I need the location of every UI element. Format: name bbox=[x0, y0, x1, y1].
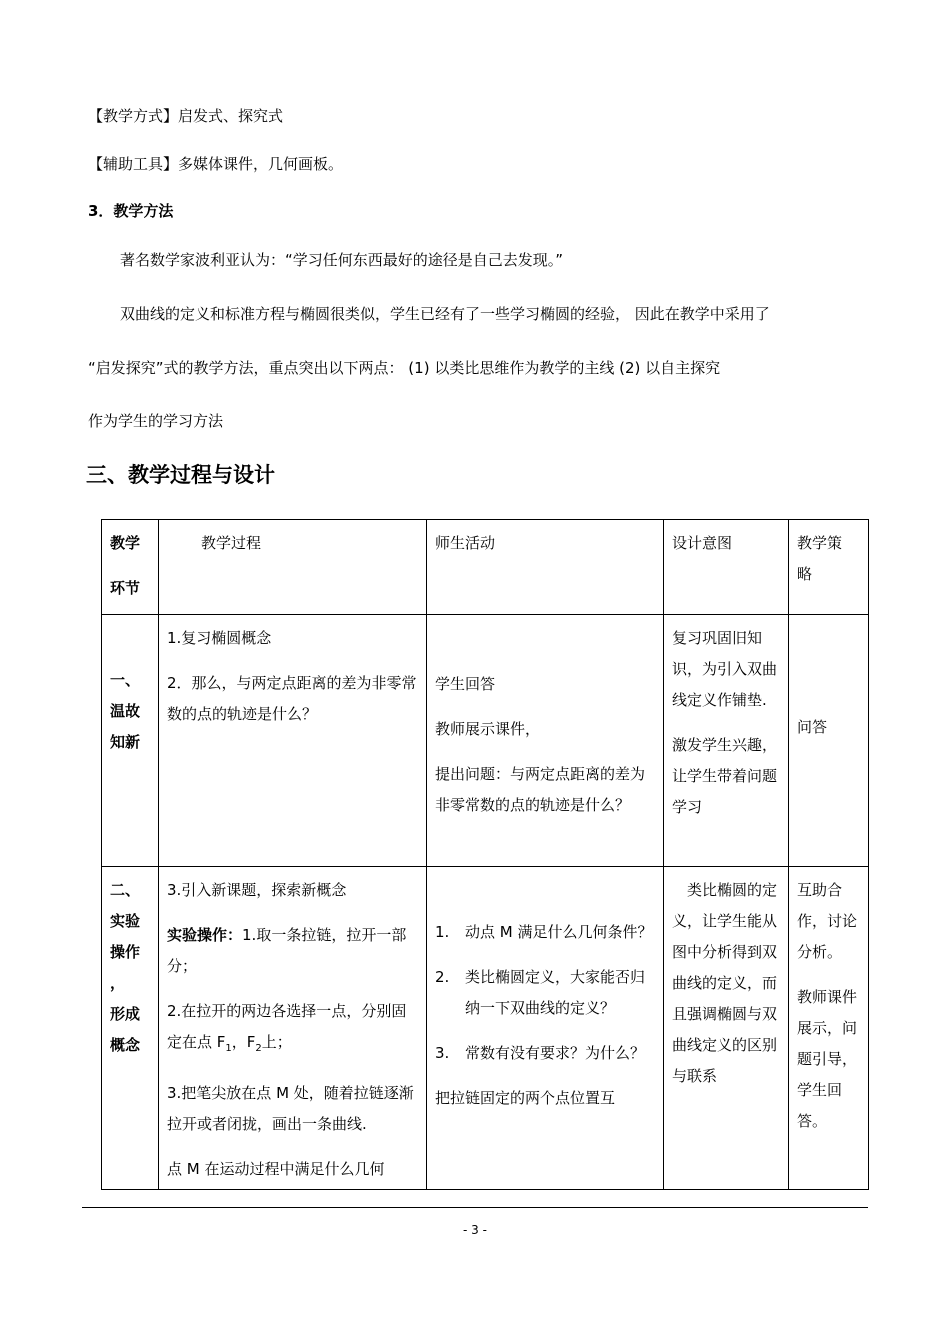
stage-review-line-3: 知新 bbox=[110, 733, 141, 751]
section-3-title: 3．教学方法 bbox=[88, 202, 174, 220]
activity-experiment-tail: 把拉链固定的两个点位置互 bbox=[435, 1089, 616, 1107]
header-activity bbox=[427, 520, 664, 615]
process-experiment bbox=[159, 867, 427, 1190]
fix-points-text-c: 上； bbox=[261, 1033, 292, 1051]
activity-experiment bbox=[427, 867, 664, 1190]
header-stage-line-1: 教学 bbox=[110, 534, 141, 552]
table-row-experiment bbox=[102, 867, 869, 1190]
stage-experiment-line-5: 形成 bbox=[110, 1005, 141, 1023]
activity-review-item-3: 提出问题：与两定点距离的差为非零常数的点的轨迹是什么？ bbox=[435, 765, 646, 814]
activity-question-1-num: 1. bbox=[435, 923, 450, 941]
process-review-item-2: 2．那么，与两定点距离的差为非零常数的点的轨迹是什么？ bbox=[167, 674, 417, 723]
intent-review bbox=[664, 615, 789, 867]
header-intent-label: 设计意图 bbox=[672, 534, 733, 552]
stage-review-line-2: 温故 bbox=[110, 702, 141, 720]
table-row-review bbox=[102, 615, 869, 867]
activity-question-3 bbox=[435, 1038, 655, 1069]
intent-review-item-2: 激发学生兴趣，让学生带着问题学习 bbox=[672, 736, 778, 816]
polya-quote: 著名数学家波利亚认为：“学习任何东西最好的途径是自己去发现。” bbox=[120, 251, 564, 269]
f1-subscript: 1 bbox=[225, 1043, 232, 1054]
activity-question-2-text: 类比椭圆定义，大家能否归纳一下双曲线的定义？ bbox=[465, 968, 646, 1017]
stage-experiment-line-1: 二、 bbox=[110, 881, 141, 899]
experiment-operation-step-1: 1.取一条拉链，拉开一部分； bbox=[167, 926, 407, 975]
process-experiment-item-4: 3.把笔尖放在点 M 处，随着拉链逐渐拉开或者闭拢，画出一条曲线. bbox=[167, 1084, 414, 1133]
footer-divider bbox=[82, 1207, 868, 1208]
teaching-process-table bbox=[101, 519, 869, 1190]
activity-question-3-num: 3. bbox=[435, 1044, 450, 1062]
intent-experiment bbox=[664, 867, 789, 1190]
experiment-operation-label: 实验操作： bbox=[167, 926, 243, 944]
page-number: - 3 - bbox=[463, 1223, 487, 1237]
header-strategy-line-2: 略 bbox=[797, 565, 813, 583]
strategy-review-text: 问答 bbox=[797, 718, 828, 736]
strategy-review bbox=[789, 615, 869, 867]
section-heading: 三、教学过程与设计 bbox=[86, 463, 275, 487]
stage-experiment-line-6: 概念 bbox=[110, 1036, 141, 1054]
process-review-item-1: 1.复习椭圆概念 bbox=[167, 629, 272, 647]
aux-tools-line: 【辅助工具】多媒体课件，几何画板。 bbox=[88, 155, 344, 173]
strategy-experiment-item-2: 教师课件展示，问题引导，学生回答。 bbox=[797, 988, 858, 1130]
activity-review bbox=[427, 615, 664, 867]
header-process-label: 教学过程 bbox=[201, 534, 262, 552]
process-review bbox=[159, 615, 427, 867]
process-experiment-item-2 bbox=[167, 920, 418, 982]
stage-review-line-1: 一、 bbox=[110, 671, 141, 689]
stage-review bbox=[102, 615, 159, 867]
activity-review-item-1: 学生回答 bbox=[435, 675, 496, 693]
f2-subscript: 2 bbox=[255, 1043, 262, 1054]
method-paragraph-line-2: “启发探究”式的教学方法，重点突出以下两点： (1) 以类比思维作为教学的主线 (2) 以自主探究 bbox=[88, 359, 721, 377]
header-strategy bbox=[789, 520, 869, 615]
activity-question-1 bbox=[435, 917, 655, 948]
activity-review-item-2: 教师展示课件， bbox=[435, 720, 541, 738]
fix-points-text-a: 2.在拉开的两边各选择一点，分别固定在点 F bbox=[167, 1002, 407, 1051]
strategy-experiment-item-1: 互助合作，讨论分析。 bbox=[797, 881, 858, 961]
header-strategy-line-1: 教学策 bbox=[797, 534, 843, 552]
table-header-row bbox=[102, 520, 869, 615]
header-activity-label: 师生活动 bbox=[435, 534, 496, 552]
activity-question-2 bbox=[435, 962, 655, 1024]
method-paragraph-line-3: 作为学生的学习方法 bbox=[88, 412, 224, 430]
activity-question-3-text: 常数有没有要求？为什么？ bbox=[465, 1044, 646, 1062]
method-paragraph-line-1: 双曲线的定义和标准方程与椭圆很类似，学生已经有了一些学习椭圆的经验， 因此在教学中采用了 bbox=[120, 305, 770, 323]
intent-review-item-1: 复习巩固旧知识，为引入双曲线定义作铺垫. bbox=[672, 629, 778, 709]
fix-points-text-b: ，F bbox=[231, 1033, 256, 1051]
stage-experiment-line-3: 操作 bbox=[110, 943, 141, 961]
activity-question-1-text: 动点 M 满足什么几何条件？ bbox=[465, 923, 653, 941]
intent-experiment-text: 类比椭圆的定义，让学生能从图中分析得到双曲线的定义，而且强调椭圆与双曲线定义的区别与联系 bbox=[672, 881, 778, 1085]
header-stage-line-2: 环节 bbox=[110, 579, 141, 597]
stage-experiment bbox=[102, 867, 159, 1190]
strategy-experiment bbox=[789, 867, 869, 1190]
header-intent bbox=[664, 520, 789, 615]
process-experiment-item-3 bbox=[167, 996, 418, 1064]
process-experiment-item-5: 点 M 在运动过程中满足什么几何 bbox=[167, 1160, 385, 1178]
teaching-style-line: 【教学方式】启发式、探究式 bbox=[88, 107, 284, 125]
process-experiment-item-1: 3.引入新课题，探索新概念 bbox=[167, 881, 347, 899]
activity-question-2-num: 2. bbox=[435, 968, 450, 986]
header-process bbox=[159, 520, 427, 615]
header-stage bbox=[102, 520, 159, 615]
stage-experiment-line-4: ， bbox=[110, 974, 126, 992]
stage-experiment-line-2: 实验 bbox=[110, 912, 141, 930]
